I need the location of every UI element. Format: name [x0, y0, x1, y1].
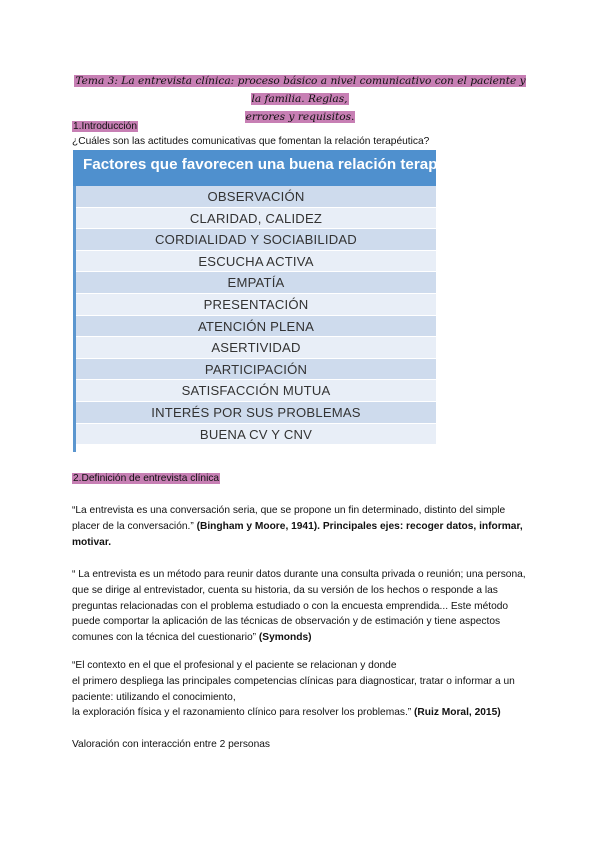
paragraph-line: “El contexto en el que el profesional y el paciente se relacionan y donde	[72, 660, 397, 671]
factor-row: PARTICIPACIÓN	[76, 359, 436, 381]
factors-table-header: Factores que favorecen una buena relación terapéutica	[73, 150, 436, 186]
paragraph-line	[72, 630, 532, 646]
paragraph-line: puede comportar la aplicación de las técnicas de observación y de estimación y tiene aspectos	[72, 616, 501, 628]
citation-bold: (Bingham y Moore, 1941). Principales ejes: recoger datos, informar,	[196, 520, 523, 532]
paragraph-line: “ La entrevista es un método para reunir datos durante una consulta privada o reunión; una persona,	[72, 569, 526, 580]
paragraph-line	[72, 535, 532, 551]
factor-row: BUENA CV Y CNV	[76, 424, 436, 446]
factor-row: CLARIDAD, CALIDEZ	[76, 208, 436, 230]
factors-table-rows	[76, 186, 436, 445]
definition-paragraph-ruiz-moral	[72, 658, 532, 721]
paragraph-line: el primero despliega las principales competencias clínicas para diagnosticar, tratar o informar a un	[72, 675, 515, 687]
section-1-question: ¿Cuáles son las actitudes comunicativas que fomentan la relación terapéutica?	[72, 136, 430, 147]
title-line-1: Tema 3: La entrevista clínica: proceso básico a nivel comunicativo con el paciente y la familia. Reglas,	[75, 75, 526, 105]
definition-paragraph-bingham	[72, 503, 532, 550]
paragraph-line: que se dirige al entrevistador, cuenta su historia, da su versión de los hechos o responde a las	[72, 584, 498, 596]
document-title	[70, 72, 530, 126]
section-1-heading-text: 1.Introducción	[73, 121, 137, 132]
paragraph-line: paciente: utilizando el conocimiento,	[72, 691, 236, 703]
factor-row: ASERTIVIDAD	[76, 337, 436, 359]
paragraph-text: comunes con la técnica del cuestionario”	[72, 632, 259, 644]
factor-row: PRESENTACIÓN	[76, 294, 436, 316]
citation-bold: (Ruiz Moral, 2015)	[414, 707, 501, 719]
valoracion-line: Valoración con interacción entre 2 personas	[72, 739, 271, 750]
factor-row: INTERÉS POR SUS PROBLEMAS	[76, 402, 436, 424]
paragraph-line	[72, 519, 532, 535]
paragraph-line: “La entrevista es una conversación seria, que se propone un fin determinado, distinto del simple	[72, 505, 506, 516]
title-line-2: errores y requisitos.	[245, 111, 355, 123]
factor-row: CORDIALIDAD Y SOCIABILIDAD	[76, 229, 436, 251]
factor-row: SATISFACCIÓN MUTUA	[76, 380, 436, 402]
citation-bold: motivar.	[72, 536, 112, 548]
paragraph-text: placer de la conversación.”	[72, 520, 197, 532]
paragraph-line	[72, 705, 532, 721]
section-2-heading	[72, 473, 220, 484]
factor-row: ATENCIÓN PLENA	[76, 316, 436, 338]
citation-bold: (Symonds)	[258, 632, 312, 644]
factors-table	[73, 150, 482, 452]
section-2-heading-text: 2.Definición de entrevista clínica	[73, 473, 220, 484]
factor-row: EMPATÍA	[76, 272, 436, 294]
factor-row: ESCUCHA ACTIVA	[76, 251, 436, 273]
factor-row: OBSERVACIÓN	[76, 186, 436, 208]
paragraph-line: preguntas relacionadas con el problema estudiado o con la encuesta emprendida... Este método	[72, 600, 509, 612]
section-1-heading	[72, 121, 138, 132]
definition-paragraph-symonds	[72, 567, 532, 646]
paragraph-text: la exploración física y el razonamiento clínico para resolver los problemas.”	[72, 707, 415, 719]
